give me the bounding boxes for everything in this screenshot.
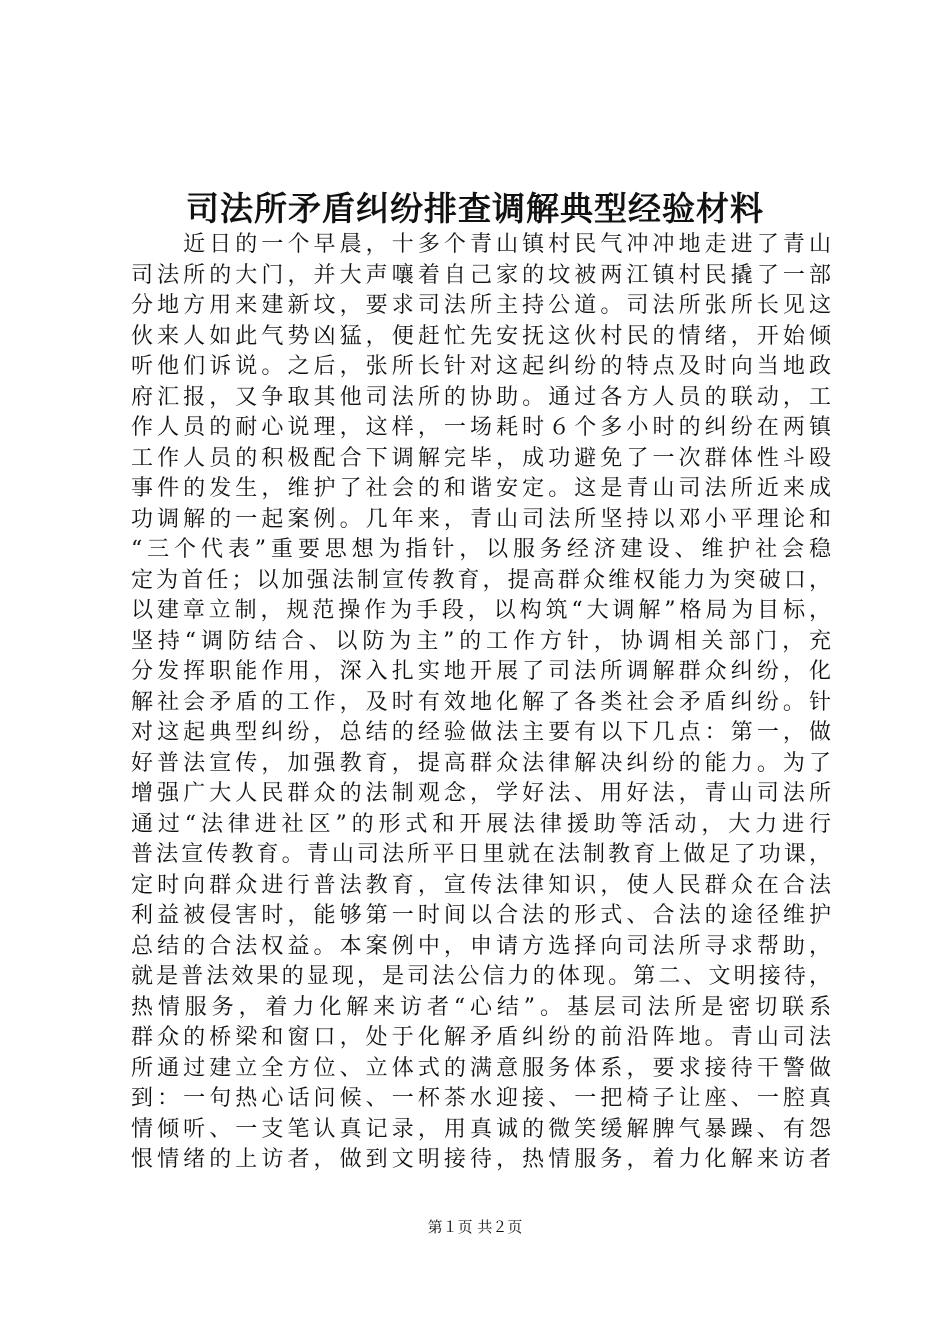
document-body [131,230,831,1176]
body-line: 近日的一个早晨，十多个青山镇村民气冲冲地走进了青山 [131,232,831,257]
body-line: 工作人员的积极配合下调解完毕，成功避免了一次群体性斗殴 [131,445,831,471]
body-line: 利益被侵害时，能够第一时间以合法的形式、合法的途径维护 [131,903,831,928]
body-line: 就是普法效果的显现，是司法公信力的体现。第二、文明接待， [131,964,831,989]
page-footer: 第１页 共２页 [427,1218,523,1236]
body-line: 定为首任；以加强法制宣传教育，提高群众维权能力为突破口， [131,567,831,593]
body-line: 分地方用来建新坟，要求司法所主持公道。司法所张所长见这 [131,293,831,318]
body-line: 听他们诉说。之后，张所长针对这起纠纷的特点及时向当地政 [131,354,831,379]
body-line: 增强广大人民群众的法制观念，学好法、用好法，青山司法所 [131,781,831,806]
body-line: 坚持“调防结合、以防为主”的工作方针，协调相关部门，充 [131,628,831,654]
body-line: “三个代表”重要思想为指针，以服务经济建设、维护社会稳 [131,537,831,562]
body-line: 伙来人如此气势凶猛，便赶忙先安抚这伙村民的情绪，开始倾 [131,323,831,349]
body-line: 解社会矛盾的工作，及时有效地化解了各类社会矛盾纠纷。针 [131,689,831,715]
body-line: 情倾听、一支笔认真记录，用真诚的微笑缓解脾气暴躁、有怨 [131,1116,831,1142]
body-line: 所通过建立全方位、立体式的满意服务体系，要求接待干警做 [131,1055,831,1081]
body-line: 作人员的耐心说理，这样，一场耗时６个多小时的纠纷在两镇 [131,415,831,440]
body-line: 府汇报，又争取其他司法所的协助。通过各方人员的联动，工 [131,384,831,410]
body-line: 对这起典型纠纷，总结的经验做法主要有以下几点：第一，做 [131,720,831,745]
body-line: 事件的发生，维护了社会的和谐安定。这是青山司法所近来成 [131,476,831,501]
body-line: 到：一句热心话问候、一杯茶水迎接、一把椅子让座、一腔真 [131,1086,831,1111]
body-line: 总结的合法权益。本案例中，申请方选择向司法所寻求帮助， [131,933,831,959]
body-line: 以建章立制，规范操作为手段，以构筑“大调解”格局为目标， [131,598,831,623]
body-line: 群众的桥梁和窗口，处于化解矛盾纠纷的前沿阵地。青山司法 [131,1025,831,1050]
body-line: 热情服务，着力化解来访者“心结”。基层司法所是密切联系 [131,994,831,1020]
body-line: 分发挥职能作用，深入扎实地开展了司法所调解群众纠纷，化 [131,659,831,684]
body-line: 恨情绪的上访者，做到文明接待，热情服务，着力化解来访者 [131,1147,831,1172]
body-line: 好普法宣传，加强教育，提高群众法律解决纠纷的能力。为了 [131,750,831,776]
body-line: 司法所的大门，并大声嚷着自己家的坟被两江镇村民撬了一部 [131,262,831,288]
body-line: 普法宣传教育。青山司法所平日里就在法制教育上做足了功课， [131,842,831,867]
body-line: 通过“法律进社区”的形式和开展法律援助等活动，大力进行 [131,811,831,837]
body-line: 功调解的一起案例。几年来，青山司法所坚持以邓小平理论和 [131,506,831,532]
body-line: 定时向群众进行普法教育，宣传法律知识，使人民群众在合法 [131,872,831,898]
document-title: 司法所矛盾纠纷排查调解典型经验材料 [186,189,764,228]
